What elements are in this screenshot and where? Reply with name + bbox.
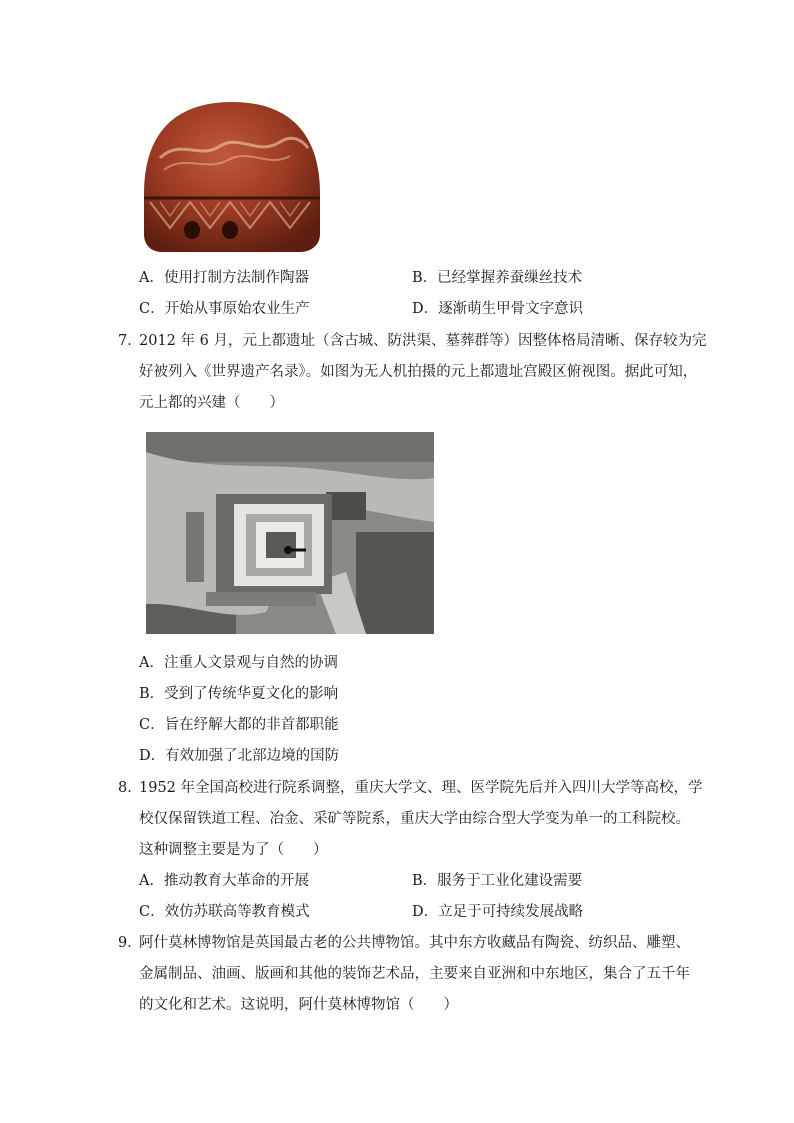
q7-option-c: C．旨在纾解大都的非首都职能 [139,717,339,733]
q9-number: 9． [118,935,142,951]
q8-stem-line-3: 这种调整主要是为了（ ） [139,842,328,858]
q9-stem-line-2: 金属制品、油画、版画和其他的装饰艺术品，主要来自亚洲和中东地区，集合了五千年 [139,966,690,982]
q6-option-d: D．逐渐萌生甲骨文字意识 [412,301,584,317]
aerial-palace-image [146,432,434,634]
q6-option-b: B．已经掌握养蚕缫丝技术 [412,270,583,286]
q7-number: 7． [118,333,142,349]
pottery-artifact-image [140,98,322,254]
q8-option-a: A．推动教育大革命的开展 [139,873,309,889]
q7-stem-line-3: 元上都的兴建（ ） [139,395,284,411]
q8-option-c: C．效仿苏联高等教育模式 [139,904,310,920]
q6-option-c: C．开始从事原始农业生产 [139,301,310,317]
q8-stem-line-1: 1952 年全国高校进行院系调整，重庆大学文、理、医学院先后并入四川大学等高校，学 [139,780,703,796]
q7-option-a: A．注重人文景观与自然的协调 [139,655,338,671]
q7-option-d: D．有效加强了北部边境的国防 [139,748,340,764]
q8-option-d: D．立足于可持续发展战略 [412,904,584,920]
q7-stem-line-1: 2012 年 6 月，元上都遗址（含古城、防洪渠、墓葬群等）因整体格局清晰、保存较为完 [139,333,707,349]
q8-stem-line-2: 校仅保留铁道工程、冶金、采矿等院系，重庆大学由综合型大学变为单一的工科院校。 [139,811,690,827]
q9-stem-line-1: 阿什莫林博物馆是英国最古老的公共博物馆。其中东方收藏品有陶瓷、纺织品、雕塑、 [139,935,690,951]
q7-option-b: B．受到了传统华夏文化的影响 [139,686,339,702]
q8-number: 8． [118,780,142,796]
q8-option-b: B．服务于工业化建设需要 [412,873,583,889]
q7-stem-line-2: 好被列入《世界遗产名录》。如图为无人机拍摄的元上都遗址宫殿区俯视图。据此可知， [139,364,698,380]
q9-stem-line-3: 的文化和艺术。这说明，阿什莫林博物馆（ ） [139,997,458,1013]
q6-option-a: A．使用打制方法制作陶器 [139,270,309,286]
